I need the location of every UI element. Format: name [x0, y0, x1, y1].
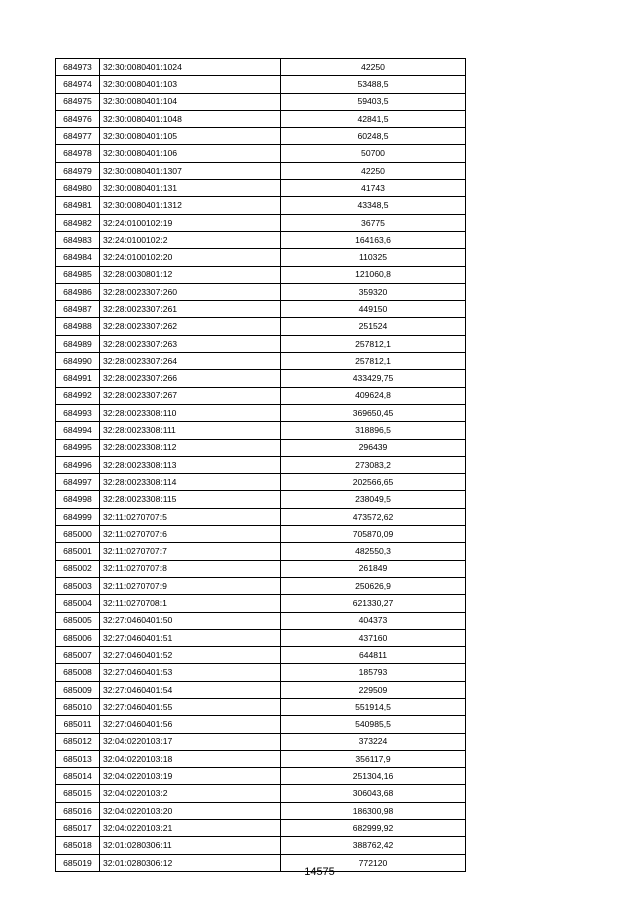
- row-number-cell: 685004: [56, 595, 100, 612]
- cadastral-value-cell: 296439: [281, 439, 466, 456]
- cadastral-number-cell: 32:11:0270707:8: [100, 560, 281, 577]
- cadastral-number-cell: 32:11:0270708:1: [100, 595, 281, 612]
- table-row: [56, 698, 466, 715]
- table-body: [56, 59, 466, 872]
- row-number-cell: 684975: [56, 93, 100, 110]
- cadastral-number-cell: 32:28:0023308:115: [100, 491, 281, 508]
- row-number-cell: 685000: [56, 526, 100, 543]
- row-number-cell: 684995: [56, 439, 100, 456]
- cadastral-value-cell: 53488,5: [281, 76, 466, 93]
- cadastral-number-cell: 32:28:0023308:110: [100, 404, 281, 421]
- cadastral-value-cell: 202566,65: [281, 474, 466, 491]
- cadastral-number-cell: 32:28:0023307:267: [100, 387, 281, 404]
- row-number-cell: 684978: [56, 145, 100, 162]
- cadastral-value-cell: 110325: [281, 249, 466, 266]
- cadastral-number-cell: 32:27:0460401:51: [100, 629, 281, 646]
- cadastral-value-cell: 251524: [281, 318, 466, 335]
- table-row: [56, 750, 466, 767]
- cadastral-number-cell: 32:28:0023308:114: [100, 474, 281, 491]
- row-number-cell: 685017: [56, 820, 100, 837]
- cadastral-number-cell: 32:30:0080401:1024: [100, 59, 281, 76]
- cadastral-number-cell: 32:01:0280306:12: [100, 854, 281, 871]
- table-row: [56, 768, 466, 785]
- cadastral-value-cell: 257812,1: [281, 353, 466, 370]
- row-number-cell: 684974: [56, 76, 100, 93]
- cadastral-number-cell: 32:28:0023307:260: [100, 283, 281, 300]
- cadastral-value-cell: 621330,27: [281, 595, 466, 612]
- cadastral-number-cell: 32:11:0270707:5: [100, 508, 281, 525]
- table-row: [56, 664, 466, 681]
- cadastral-number-cell: 32:30:0080401:1307: [100, 162, 281, 179]
- cadastral-value-cell: 482550,3: [281, 543, 466, 560]
- cadastral-value-cell: 250626,9: [281, 577, 466, 594]
- row-number-cell: 685008: [56, 664, 100, 681]
- table-row: [56, 370, 466, 387]
- cadastral-value-cell: 229509: [281, 681, 466, 698]
- table-row: [56, 110, 466, 127]
- table-row: [56, 785, 466, 802]
- table-row: [56, 595, 466, 612]
- cadastral-value-cell: 185793: [281, 664, 466, 681]
- row-number-cell: 684999: [56, 508, 100, 525]
- row-number-cell: 684983: [56, 231, 100, 248]
- table-row: [56, 526, 466, 543]
- cadastral-number-cell: 32:30:0080401:105: [100, 128, 281, 145]
- table-row: [56, 266, 466, 283]
- row-number-cell: 684997: [56, 474, 100, 491]
- cadastral-value-table: [55, 58, 466, 872]
- cadastral-value-cell: 273083,2: [281, 456, 466, 473]
- row-number-cell: 684991: [56, 370, 100, 387]
- table-row: [56, 93, 466, 110]
- table-row: [56, 180, 466, 197]
- row-number-cell: 685010: [56, 698, 100, 715]
- table-row: [56, 802, 466, 819]
- row-number-cell: 685009: [56, 681, 100, 698]
- cadastral-number-cell: 32:04:0220103:20: [100, 802, 281, 819]
- cadastral-number-cell: 32:28:0030801:12: [100, 266, 281, 283]
- table-row: [56, 76, 466, 93]
- cadastral-number-cell: 32:30:0080401:104: [100, 93, 281, 110]
- cadastral-value-cell: 59403,5: [281, 93, 466, 110]
- cadastral-value-cell: 404373: [281, 612, 466, 629]
- row-number-cell: 685013: [56, 750, 100, 767]
- cadastral-value-cell: 42250: [281, 59, 466, 76]
- table-row: [56, 128, 466, 145]
- row-number-cell: 685012: [56, 733, 100, 750]
- table-row: [56, 283, 466, 300]
- cadastral-number-cell: 32:28:0023308:113: [100, 456, 281, 473]
- table-row: [56, 629, 466, 646]
- row-number-cell: 684998: [56, 491, 100, 508]
- table-row: [56, 318, 466, 335]
- cadastral-number-cell: 32:28:0023307:264: [100, 353, 281, 370]
- cadastral-value-cell: 437160: [281, 629, 466, 646]
- row-number-cell: 684989: [56, 335, 100, 352]
- row-number-cell: 685018: [56, 837, 100, 854]
- cadastral-value-cell: 373224: [281, 733, 466, 750]
- cadastral-value-cell: 644811: [281, 647, 466, 664]
- cadastral-number-cell: 32:11:0270707:6: [100, 526, 281, 543]
- cadastral-number-cell: 32:04:0220103:2: [100, 785, 281, 802]
- cadastral-number-cell: 32:27:0460401:50: [100, 612, 281, 629]
- cadastral-value-cell: 36775: [281, 214, 466, 231]
- row-number-cell: 685014: [56, 768, 100, 785]
- cadastral-number-cell: 32:27:0460401:52: [100, 647, 281, 664]
- cadastral-number-cell: 32:24:0100102:20: [100, 249, 281, 266]
- cadastral-value-cell: 388762,42: [281, 837, 466, 854]
- cadastral-number-cell: 32:04:0220103:21: [100, 820, 281, 837]
- cadastral-number-cell: 32:24:0100102:2: [100, 231, 281, 248]
- page-number: 14575: [304, 866, 335, 878]
- table-row: [56, 543, 466, 560]
- cadastral-number-cell: 32:04:0220103:17: [100, 733, 281, 750]
- cadastral-value-cell: 449150: [281, 301, 466, 318]
- cadastral-value-cell: 318896,5: [281, 422, 466, 439]
- row-number-cell: 684977: [56, 128, 100, 145]
- cadastral-value-cell: 251304,16: [281, 768, 466, 785]
- table-row: [56, 214, 466, 231]
- table-row: [56, 59, 466, 76]
- row-number-cell: 684984: [56, 249, 100, 266]
- cadastral-number-cell: 32:30:0080401:131: [100, 180, 281, 197]
- table-row: [56, 508, 466, 525]
- table-row: [56, 560, 466, 577]
- table-row: [56, 335, 466, 352]
- cadastral-number-cell: 32:28:0023307:263: [100, 335, 281, 352]
- cadastral-number-cell: 32:01:0280306:11: [100, 837, 281, 854]
- table-row: [56, 387, 466, 404]
- cadastral-number-cell: 32:04:0220103:18: [100, 750, 281, 767]
- cadastral-value-cell: 473572,62: [281, 508, 466, 525]
- row-number-cell: 685011: [56, 716, 100, 733]
- cadastral-number-cell: 32:30:0080401:1312: [100, 197, 281, 214]
- row-number-cell: 685002: [56, 560, 100, 577]
- table-row: [56, 820, 466, 837]
- row-number-cell: 685019: [56, 854, 100, 871]
- cadastral-number-cell: 32:28:0023307:261: [100, 301, 281, 318]
- cadastral-number-cell: 32:11:0270707:7: [100, 543, 281, 560]
- row-number-cell: 685015: [56, 785, 100, 802]
- cadastral-value-cell: 306043,68: [281, 785, 466, 802]
- cadastral-number-cell: 32:28:0023307:262: [100, 318, 281, 335]
- row-number-cell: 685007: [56, 647, 100, 664]
- cadastral-value-cell: 551914,5: [281, 698, 466, 715]
- cadastral-number-cell: 32:30:0080401:1048: [100, 110, 281, 127]
- cadastral-number-cell: 32:30:0080401:106: [100, 145, 281, 162]
- table-row: [56, 647, 466, 664]
- cadastral-number-cell: 32:11:0270707:9: [100, 577, 281, 594]
- cadastral-value-cell: 60248,5: [281, 128, 466, 145]
- row-number-cell: 685005: [56, 612, 100, 629]
- table-row: [56, 404, 466, 421]
- row-number-cell: 684988: [56, 318, 100, 335]
- row-number-cell: 685006: [56, 629, 100, 646]
- cadastral-number-cell: 32:04:0220103:19: [100, 768, 281, 785]
- cadastral-number-cell: 32:30:0080401:103: [100, 76, 281, 93]
- table-row: [56, 716, 466, 733]
- table-row: [56, 197, 466, 214]
- cadastral-value-cell: 121060,8: [281, 266, 466, 283]
- table-row: [56, 456, 466, 473]
- table-row: [56, 733, 466, 750]
- cadastral-value-cell: 682999,92: [281, 820, 466, 837]
- row-number-cell: 684985: [56, 266, 100, 283]
- cadastral-number-cell: 32:28:0023308:111: [100, 422, 281, 439]
- cadastral-value-cell: 50700: [281, 145, 466, 162]
- table-row: [56, 612, 466, 629]
- table-row: [56, 474, 466, 491]
- row-number-cell: 685016: [56, 802, 100, 819]
- table-row: [56, 145, 466, 162]
- row-number-cell: 684987: [56, 301, 100, 318]
- cadastral-value-cell: 41743: [281, 180, 466, 197]
- cadastral-value-cell: 43348,5: [281, 197, 466, 214]
- cadastral-number-cell: 32:27:0460401:54: [100, 681, 281, 698]
- table-row: [56, 439, 466, 456]
- table-row: [56, 249, 466, 266]
- cadastral-value-cell: 705870,09: [281, 526, 466, 543]
- cadastral-value-cell: 369650,45: [281, 404, 466, 421]
- row-number-cell: 684994: [56, 422, 100, 439]
- cadastral-value-cell: 238049,5: [281, 491, 466, 508]
- cadastral-number-cell: 32:27:0460401:53: [100, 664, 281, 681]
- table-row: [56, 301, 466, 318]
- row-number-cell: 684996: [56, 456, 100, 473]
- row-number-cell: 684980: [56, 180, 100, 197]
- table-row: [56, 577, 466, 594]
- cadastral-value-cell: 257812,1: [281, 335, 466, 352]
- table-row: [56, 353, 466, 370]
- row-number-cell: 684976: [56, 110, 100, 127]
- row-number-cell: 684992: [56, 387, 100, 404]
- cadastral-value-cell: 356117,9: [281, 750, 466, 767]
- cadastral-value-cell: 186300,98: [281, 802, 466, 819]
- row-number-cell: 684973: [56, 59, 100, 76]
- row-number-cell: 685001: [56, 543, 100, 560]
- row-number-cell: 684990: [56, 353, 100, 370]
- cadastral-value-cell: 540985,5: [281, 716, 466, 733]
- cadastral-number-cell: 32:27:0460401:56: [100, 716, 281, 733]
- cadastral-value-cell: 359320: [281, 283, 466, 300]
- cadastral-value-cell: 42841,5: [281, 110, 466, 127]
- row-number-cell: 684993: [56, 404, 100, 421]
- cadastral-number-cell: 32:28:0023308:112: [100, 439, 281, 456]
- cadastral-value-cell: 409624,8: [281, 387, 466, 404]
- table-row: [56, 491, 466, 508]
- row-number-cell: 685003: [56, 577, 100, 594]
- table-row: [56, 231, 466, 248]
- cadastral-value-cell: 42250: [281, 162, 466, 179]
- cadastral-value-cell: 261849: [281, 560, 466, 577]
- cadastral-number-cell: 32:24:0100102:19: [100, 214, 281, 231]
- table-row: [56, 837, 466, 854]
- cadastral-value-cell: 164163,6: [281, 231, 466, 248]
- row-number-cell: 684981: [56, 197, 100, 214]
- row-number-cell: 684982: [56, 214, 100, 231]
- table-row: [56, 422, 466, 439]
- cadastral-number-cell: 32:28:0023307:266: [100, 370, 281, 387]
- row-number-cell: 684986: [56, 283, 100, 300]
- table-row: [56, 162, 466, 179]
- table-row: [56, 681, 466, 698]
- cadastral-value-cell: 772120: [281, 854, 466, 871]
- cadastral-value-cell: 433429,75: [281, 370, 466, 387]
- row-number-cell: 684979: [56, 162, 100, 179]
- cadastral-number-cell: 32:27:0460401:55: [100, 698, 281, 715]
